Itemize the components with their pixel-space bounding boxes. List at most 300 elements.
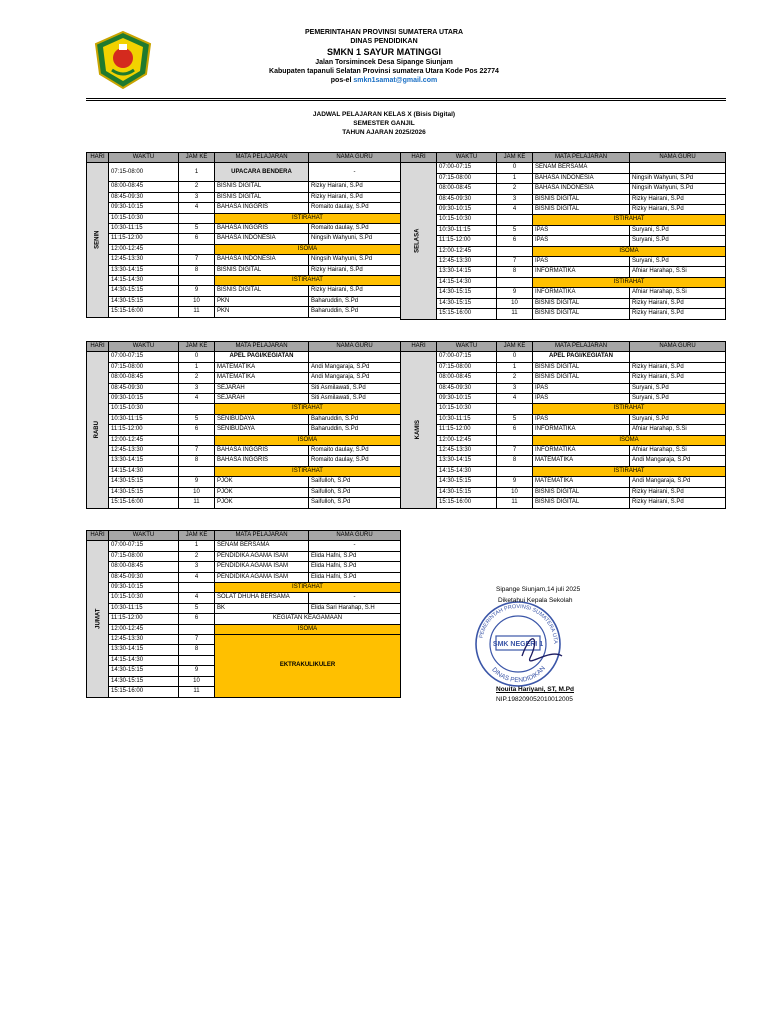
subject-cell: BISNIS DIGITAL <box>215 182 309 192</box>
stamp-center-text: SMK NEGERI 1 <box>492 641 544 648</box>
time-cell: 08:45-09:30 <box>109 192 179 202</box>
teacher-cell: Rizky Hairani, S.Pd <box>309 192 401 202</box>
signature-role: Diketahui Kepala Sekolah <box>498 597 573 604</box>
schedule-table-senin <box>86 152 401 318</box>
period-cell: 3 <box>497 194 533 204</box>
table-row <box>401 267 726 277</box>
time-cell: 11:15-12:00 <box>109 425 179 435</box>
subject-cell: BISNIS DIGITAL <box>533 298 630 308</box>
teacher-cell: Elida Hafni, S.Pd <box>309 551 401 561</box>
time-cell: 09:30-10:15 <box>109 394 179 404</box>
time-cell: 13:30-14:15 <box>437 456 497 466</box>
teacher-cell: Suryani, S.Pd <box>630 383 726 393</box>
time-cell: 13:30-14:15 <box>109 265 179 275</box>
period-cell: 5 <box>179 414 215 424</box>
period-cell: 2 <box>497 184 533 194</box>
column-header: JAM KE <box>497 342 533 352</box>
time-cell: 11:15-12:00 <box>109 234 179 244</box>
signature-block <box>470 580 630 710</box>
subject-cell: PKN <box>215 296 309 306</box>
period-cell: 11 <box>179 307 215 317</box>
teacher-cell: Rizky Hairani, S.Pd <box>630 298 726 308</box>
time-cell: 12:45-13:30 <box>109 635 179 645</box>
table-row <box>401 425 726 435</box>
column-header: MATA PELAJARAN <box>533 153 630 163</box>
table-row <box>87 307 401 317</box>
table-row <box>401 205 726 215</box>
time-cell: 15:15-16:00 <box>437 309 497 319</box>
column-header: HARI <box>401 342 437 352</box>
time-cell: 08:00-08:45 <box>437 184 497 194</box>
table-row <box>87 414 401 424</box>
subject-cell: BISNIS DIGITAL <box>215 286 309 296</box>
subject-cell: BAHASA INDONESIA <box>533 184 630 194</box>
break-cell: ISTIRAHAT <box>215 404 401 414</box>
address-line-1: Jalan Torsimincek Desa Sipange Siunjam <box>315 59 453 66</box>
teacher-cell: Ningsih Wahyuni, S.Pd <box>630 184 726 194</box>
time-cell: 08:45-09:30 <box>437 383 497 393</box>
subject-cell: MATEMATIKA <box>215 362 309 372</box>
table-row <box>401 163 726 173</box>
day-label: SENIN <box>94 230 101 250</box>
teacher-cell: Andi Mangaraja, S.Pd <box>309 373 401 383</box>
subject-cell: IPAS <box>533 414 630 424</box>
time-cell: 14:15-14:30 <box>437 466 497 476</box>
time-cell: 07:15-08:00 <box>437 362 497 372</box>
time-cell: 10:30-11:15 <box>437 414 497 424</box>
time-cell: 14:30-15:15 <box>109 666 179 676</box>
period-cell <box>497 277 533 287</box>
period-cell: 8 <box>179 645 215 655</box>
column-header: NAMA GURU <box>309 342 401 352</box>
time-cell: 07:15-08:00 <box>109 163 179 182</box>
period-cell: 0 <box>497 352 533 362</box>
subject-cell: INFORMATIKA <box>533 425 630 435</box>
period-cell: 2 <box>179 182 215 192</box>
table-row <box>87 551 401 561</box>
day-label-cell <box>87 541 109 697</box>
table-row <box>87 352 401 362</box>
time-cell: 14:15-14:30 <box>109 276 179 286</box>
time-cell: 12:00-12:45 <box>437 246 497 256</box>
period-cell: 10 <box>497 487 533 497</box>
teacher-cell: Afniar Harahap, S.Si <box>630 288 726 298</box>
column-header: MATA PELAJARAN <box>215 342 309 352</box>
schedule-table-selasa <box>400 152 726 320</box>
title-line-2: SEMESTER GANJIL <box>353 120 415 127</box>
table-row <box>87 203 401 213</box>
teacher-cell: Rizky Hairani, S.Pd <box>309 265 401 275</box>
subject-cell: BISNIS DIGITAL <box>215 192 309 202</box>
column-header: JAM KE <box>497 153 533 163</box>
time-cell: 12:00-12:45 <box>109 435 179 445</box>
table-row <box>87 572 401 582</box>
subject-cell: SEJARAH <box>215 383 309 393</box>
table-row <box>87 213 401 223</box>
time-cell: 10:30-11:15 <box>109 414 179 424</box>
column-header: HARI <box>87 342 109 352</box>
table-row <box>87 614 401 624</box>
table-row <box>401 404 726 414</box>
teacher-cell: Rizky Hairani, S.Pd <box>309 182 401 192</box>
period-cell <box>179 655 215 665</box>
subject-cell: BISNIS DIGITAL <box>533 487 630 497</box>
teacher-cell: Rizky Hairani, S.Pd <box>309 286 401 296</box>
period-cell: 11 <box>179 498 215 508</box>
time-cell: 10:15-10:30 <box>109 593 179 603</box>
day-label-cell <box>401 163 437 319</box>
teacher-cell <box>309 352 401 362</box>
signature-name: Nouita Hariyani, ST, M.Pd <box>496 686 575 693</box>
table-row <box>401 257 726 267</box>
table-row <box>87 276 401 286</box>
period-cell: 7 <box>497 257 533 267</box>
signature-nip: NIP.198209052010012005 <box>496 696 573 703</box>
teacher-cell: Romaito daulay, S.Pd <box>309 456 401 466</box>
table-row <box>401 236 726 246</box>
teacher-cell: Saifulloh, S.Pd <box>309 498 401 508</box>
period-cell: 1 <box>179 362 215 372</box>
time-cell: 13:30-14:15 <box>437 267 497 277</box>
teacher-cell <box>630 352 726 362</box>
table-row <box>401 225 726 235</box>
teacher-cell: - <box>309 593 401 603</box>
period-cell: 10 <box>497 298 533 308</box>
period-cell <box>497 435 533 445</box>
time-cell: 14:15-14:30 <box>437 277 497 287</box>
table-row <box>87 466 401 476</box>
subject-cell: IPAS <box>533 383 630 393</box>
subject-cell: BISNIS DIGITAL <box>533 498 630 508</box>
break-cell: ISOMA <box>215 624 401 634</box>
period-cell <box>179 466 215 476</box>
subject-cell: MATEMATIKA <box>533 456 630 466</box>
teacher-cell: Romaito daulay, S.Pd <box>309 203 401 213</box>
period-cell: 11 <box>497 309 533 319</box>
signature-place-date: Sipange Siunjam,14 juli 2025 <box>496 586 581 593</box>
stamp-bottom-text: DINAS PENDIDIKAN <box>490 665 547 685</box>
teacher-cell <box>630 163 726 173</box>
day-label: RABU <box>93 421 100 439</box>
teacher-cell: Afniar Harahap, S.Si <box>630 446 726 456</box>
period-cell <box>497 246 533 256</box>
day-label-cell <box>87 352 109 508</box>
teacher-cell: Elida Hafni, S.Pd <box>309 572 401 582</box>
teacher-cell: Suryani, S.Pd <box>630 236 726 246</box>
teacher-cell: Suryani, S.Pd <box>630 394 726 404</box>
day-label-cell <box>87 163 109 317</box>
table-row <box>401 394 726 404</box>
subject-cell: SENIBUDAYA <box>215 414 309 424</box>
subject-cell: SENAM BERSAMA <box>533 163 630 173</box>
time-cell: 08:00-08:45 <box>109 182 179 192</box>
time-cell: 14:30-15:15 <box>437 477 497 487</box>
period-cell: 2 <box>497 373 533 383</box>
subject-cell: BAHASA INGGRIS <box>215 456 309 466</box>
table-row <box>87 477 401 487</box>
table-row <box>87 404 401 414</box>
table-row <box>87 224 401 234</box>
table-row <box>401 277 726 287</box>
subject-cell: PENDIDIKA AGAMA ISAM <box>215 551 309 561</box>
period-cell: 5 <box>497 225 533 235</box>
break-cell: ISTIRAHAT <box>215 213 401 223</box>
title-line-3: TAHUN AJARAN 2025/2026 <box>342 129 426 136</box>
subject-cell: INFORMATIKA <box>533 446 630 456</box>
period-cell: 1 <box>497 362 533 372</box>
time-cell: 14:30-15:15 <box>109 676 179 686</box>
day-label-cell <box>401 352 437 508</box>
table-row <box>87 603 401 613</box>
subject-cell: BAHASA INGGRIS <box>215 446 309 456</box>
schedule-table-kamis <box>400 341 726 509</box>
letterhead-divider <box>86 98 726 99</box>
time-cell: 07:00-07:15 <box>437 163 497 173</box>
time-cell: 14:30-15:15 <box>109 477 179 487</box>
subject-cell: IPAS <box>533 225 630 235</box>
period-cell: 1 <box>179 541 215 551</box>
table-row <box>87 394 401 404</box>
break-cell: ISTIRAHAT <box>215 466 401 476</box>
teacher-cell: Afniar Harahap, S.Si <box>630 267 726 277</box>
time-cell: 14:30-15:15 <box>437 487 497 497</box>
period-cell <box>497 404 533 414</box>
table-row <box>401 215 726 225</box>
time-cell: 14:30-15:15 <box>437 298 497 308</box>
period-cell: 9 <box>497 477 533 487</box>
header-line-2: DINAS PENDIDIKAN <box>350 38 418 45</box>
period-cell: 7 <box>179 635 215 645</box>
email-line <box>0 76 768 85</box>
column-header: MATA PELAJARAN <box>215 531 309 541</box>
schedule-title <box>0 110 768 137</box>
teacher-cell: Siti Asmilawati, S.Pd <box>309 383 401 393</box>
time-cell: 14:30-15:15 <box>437 288 497 298</box>
column-header: NAMA GURU <box>309 531 401 541</box>
column-header: NAMA GURU <box>309 153 401 163</box>
teacher-cell: Andi Mangaraja, S.Pd <box>309 362 401 372</box>
teacher-cell: Saifulloh, S.Pd <box>309 477 401 487</box>
break-cell: ISTIRAHAT <box>533 404 726 414</box>
period-cell <box>497 466 533 476</box>
table-row <box>87 296 401 306</box>
period-cell: 8 <box>179 456 215 466</box>
teacher-cell: Suryani, S.Pd <box>630 414 726 424</box>
time-cell: 08:00-08:45 <box>437 373 497 383</box>
subject-cell: PKN <box>215 307 309 317</box>
stamp-top-text: PEMERINTAH PROVINSI SUMATERA UTA <box>478 604 559 645</box>
time-cell: 12:00-12:45 <box>109 624 179 634</box>
column-header: HARI <box>87 531 109 541</box>
table-row <box>87 383 401 393</box>
subject-cell: PJOK <box>215 487 309 497</box>
subject-cell: BAHASA INGGRIS <box>215 203 309 213</box>
column-header: HARI <box>401 153 437 163</box>
period-cell: 4 <box>497 205 533 215</box>
time-cell: 11:15-12:00 <box>437 425 497 435</box>
table-header-row <box>87 531 401 541</box>
teacher-cell: Rizky Hairani, S.Pd <box>630 309 726 319</box>
teacher-cell: Ningsih Wahyuni, S.Pd <box>309 234 401 244</box>
break-cell: ISTIRAHAT <box>215 276 401 286</box>
time-cell: 14:30-15:15 <box>109 286 179 296</box>
schedule-table-jumat <box>86 530 401 698</box>
break-cell: ISOMA <box>533 246 726 256</box>
subject-cell: BAHASA INDONESIA <box>215 255 309 265</box>
subject-cell: APEL PAGI/KEGIATAN <box>215 352 309 362</box>
period-cell: 2 <box>179 373 215 383</box>
period-cell: 7 <box>497 446 533 456</box>
teacher-cell: Suryani, S.Pd <box>630 257 726 267</box>
period-cell: 3 <box>179 383 215 393</box>
period-cell: 4 <box>179 572 215 582</box>
period-cell: 7 <box>179 446 215 456</box>
period-cell: 1 <box>179 163 215 182</box>
table-row <box>87 163 401 182</box>
time-cell: 12:45-13:30 <box>109 446 179 456</box>
time-cell: 10:30-11:15 <box>437 225 497 235</box>
time-cell: 10:30-11:15 <box>109 224 179 234</box>
period-cell: 6 <box>497 236 533 246</box>
column-header: HARI <box>87 153 109 163</box>
teacher-cell: Suryani, S.Pd <box>630 225 726 235</box>
subject-cell: IPAS <box>533 257 630 267</box>
subject-cell: PENDIDIKA AGAMA ISAM <box>215 572 309 582</box>
period-cell <box>179 435 215 445</box>
teacher-cell: Rizky Hairani, S.Pd <box>630 194 726 204</box>
table-row <box>87 255 401 265</box>
school-name: SMKN 1 SAYUR MATINGGI <box>326 47 441 57</box>
break-cell: ISTIRAHAT <box>533 277 726 287</box>
subject-cell: BISNIS DIGITAL <box>533 205 630 215</box>
subject-cell: KEGIATAN KEAGAMAAN <box>215 614 401 624</box>
period-cell: 5 <box>179 603 215 613</box>
period-cell: 4 <box>179 394 215 404</box>
time-cell: 11:15-12:00 <box>109 614 179 624</box>
subject-cell: BAHASA INDONESIA <box>533 173 630 183</box>
time-cell: 09:30-10:15 <box>437 394 497 404</box>
column-header: JAM KE <box>179 342 215 352</box>
column-header: NAMA GURU <box>630 342 726 352</box>
table-row <box>401 498 726 508</box>
period-cell: 0 <box>497 163 533 173</box>
table-row <box>401 362 726 372</box>
subject-cell: INFORMATIKA <box>533 288 630 298</box>
table-row <box>401 477 726 487</box>
teacher-cell: Andi Mangaraja, S.Pd <box>630 477 726 487</box>
period-cell <box>179 276 215 286</box>
table-row <box>87 456 401 466</box>
time-cell: 07:15-08:00 <box>437 173 497 183</box>
time-cell: 08:00-08:45 <box>109 562 179 572</box>
subject-cell: MATEMATIKA <box>533 477 630 487</box>
period-cell <box>179 624 215 634</box>
table-row <box>401 194 726 204</box>
teacher-cell: Rizky Hairani, S.Pd <box>630 362 726 372</box>
table-row <box>401 466 726 476</box>
period-cell <box>179 404 215 414</box>
address-line-2: Kabupaten tapanuli Selatan Provinsi sumatera Utara Kode Pos 22774 <box>269 68 499 75</box>
table-row <box>87 192 401 202</box>
teacher-cell: Andi Mangaraja, S.Pd <box>630 456 726 466</box>
time-cell: 09:30-10:15 <box>437 205 497 215</box>
time-cell: 08:45-09:30 <box>437 194 497 204</box>
time-cell: 12:00-12:45 <box>437 435 497 445</box>
period-cell: 6 <box>179 425 215 435</box>
period-cell: 10 <box>179 676 215 686</box>
subject-cell: SOLAT DHUHA BERSAMA <box>215 593 309 603</box>
table-row <box>87 593 401 603</box>
subject-cell: PENDIDIKA AGAMA ISAM <box>215 562 309 572</box>
subject-cell: BAHASA INDONESIA <box>215 234 309 244</box>
column-header: NAMA GURU <box>630 153 726 163</box>
time-cell: 11:15-12:00 <box>437 236 497 246</box>
time-cell: 07:00-07:15 <box>437 352 497 362</box>
table-row <box>401 435 726 445</box>
table-row <box>87 244 401 254</box>
email-label: pos-el <box>330 77 354 84</box>
teacher-cell: Rizky Hairani, S.Pd <box>630 487 726 497</box>
subject-cell: BK <box>215 603 309 613</box>
subject-cell: PJOK <box>215 498 309 508</box>
subject-cell: BISNIS DIGITAL <box>533 362 630 372</box>
period-cell: 7 <box>179 255 215 265</box>
table-row <box>87 498 401 508</box>
teacher-cell: Baharuddin, S.Pd <box>309 296 401 306</box>
time-cell: 12:45-13:30 <box>109 255 179 265</box>
period-cell: 5 <box>179 224 215 234</box>
day-label: KAMIS <box>414 420 421 440</box>
period-cell: 0 <box>179 352 215 362</box>
period-cell: 11 <box>179 687 215 697</box>
schedule-table-rabu <box>86 341 401 509</box>
subject-cell: MATEMATIKA <box>215 373 309 383</box>
table-row <box>401 373 726 383</box>
subject-cell: BISNIS DIGITAL <box>533 194 630 204</box>
column-header: WAKTU <box>109 342 179 352</box>
table-row <box>87 624 401 634</box>
period-cell: 8 <box>497 267 533 277</box>
period-cell: 3 <box>179 192 215 202</box>
period-cell: 10 <box>179 487 215 497</box>
table-row <box>401 352 726 362</box>
teacher-cell: Rizky Hairani, S.Pd <box>630 373 726 383</box>
time-cell: 14:15-14:30 <box>109 655 179 665</box>
table-row <box>401 246 726 256</box>
period-cell: 4 <box>179 203 215 213</box>
header-line-1: PEMERINTAHAN PROVINSI SUMATERA UTARA <box>304 29 464 36</box>
break-cell: ISOMA <box>215 244 401 254</box>
title-line-1: JADWAL PELAJARAN KELAS X (Bisis Digital) <box>312 111 456 118</box>
teacher-cell: Ningsih Wahyuni, S.Pd <box>630 173 726 183</box>
period-cell: 9 <box>179 286 215 296</box>
period-cell: 8 <box>497 456 533 466</box>
time-cell: 15:15-16:00 <box>109 307 179 317</box>
email-link[interactable]: smkn1samat@gmail.com <box>353 77 438 84</box>
time-cell: 15:15-16:00 <box>109 498 179 508</box>
period-cell: 9 <box>179 477 215 487</box>
period-cell: 9 <box>179 666 215 676</box>
table-row <box>401 487 726 497</box>
time-cell: 15:15-16:00 <box>437 498 497 508</box>
time-cell: 08:00-08:45 <box>109 373 179 383</box>
time-cell: 07:15-08:00 <box>109 362 179 372</box>
teacher-cell: - <box>309 541 401 551</box>
period-cell: 9 <box>497 288 533 298</box>
table-row <box>87 446 401 456</box>
time-cell: 07:00-07:15 <box>109 541 179 551</box>
teacher-cell: Baharuddin, S.Pd <box>309 307 401 317</box>
